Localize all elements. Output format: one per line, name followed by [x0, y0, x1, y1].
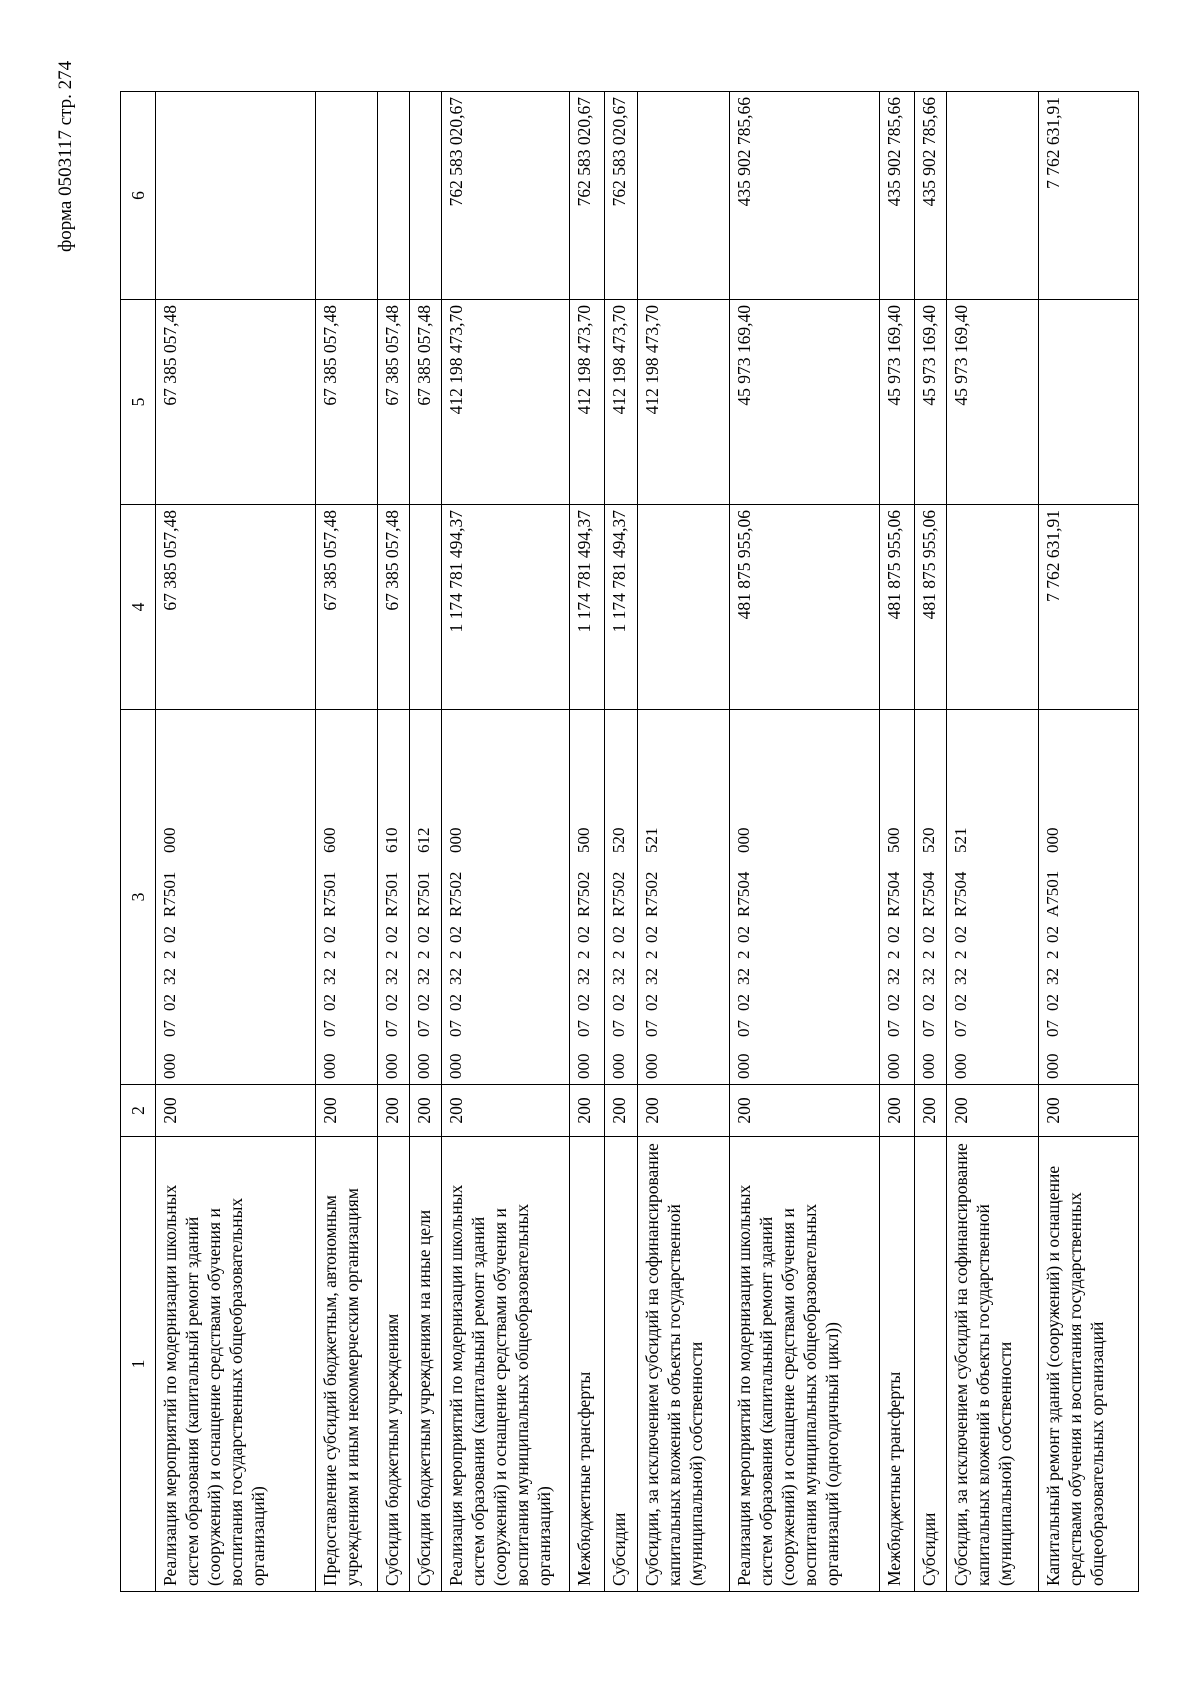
table-row	[880, 92, 915, 1592]
row-line-code: 200	[156, 1085, 316, 1137]
budget-code-segment: 520	[919, 827, 938, 853]
row-budget-code	[442, 710, 570, 1085]
column-number-row	[121, 92, 156, 1592]
budget-code-segment: 521	[951, 827, 970, 853]
row-name: Субсидии, за исключением субсидий на софинансирование капитальных вложений в объекты государственной (муниципальной) собственности	[638, 1137, 730, 1592]
row-approved-amount: 67 385 057,48	[156, 505, 316, 710]
row-approved-amount: 67 385 057,48	[316, 505, 378, 710]
row-budget-code	[378, 710, 410, 1085]
budget-code-segment: 000	[884, 1053, 903, 1079]
row-unexecuted-amount	[316, 92, 378, 300]
row-executed-amount: 67 385 057,48	[410, 300, 442, 505]
budget-code-segment: 02	[919, 926, 938, 943]
row-executed-amount: 412 198 473,70	[570, 300, 605, 505]
budget-code-segment: 32	[1043, 968, 1062, 985]
row-approved-amount	[410, 505, 442, 710]
row-executed-amount: 67 385 057,48	[156, 300, 316, 505]
row-line-code: 200	[947, 1085, 1039, 1137]
budget-code-segment: 000	[1043, 1053, 1062, 1079]
budget-code-segment: A7501	[1043, 870, 1062, 917]
budget-code-segment: 500	[574, 827, 593, 853]
row-name: Межбюджетные трансферты	[880, 1137, 915, 1592]
row-budget-code	[156, 710, 316, 1085]
budget-code-segment: 02	[919, 994, 938, 1011]
row-executed-amount: 45 973 169,40	[730, 300, 880, 505]
budget-code-segment: 000	[574, 1053, 593, 1079]
budget-code-segment: 000	[446, 1053, 465, 1079]
row-executed-amount: 412 198 473,70	[605, 300, 638, 505]
row-budget-code	[316, 710, 378, 1085]
budget-code-segment: 02	[642, 994, 661, 1011]
budget-code-segment: 32	[609, 968, 628, 985]
row-line-code: 200	[915, 1085, 947, 1137]
row-executed-amount: 45 973 169,40	[915, 300, 947, 505]
budget-code-segment: 02	[574, 994, 593, 1011]
budget-code-segment: 02	[951, 926, 970, 943]
budget-code-segment: 2	[642, 950, 661, 959]
budget-code-segment: 07	[609, 1020, 628, 1037]
table-row	[605, 92, 638, 1592]
rotated-page-content	[120, 92, 1107, 1592]
budget-code-segment: 2	[160, 950, 179, 959]
row-line-code: 200	[316, 1085, 378, 1137]
row-approved-amount: 481 875 955,06	[915, 505, 947, 710]
row-budget-code	[915, 710, 947, 1085]
budget-code-segment: 02	[414, 994, 433, 1011]
budget-code-segment: 07	[642, 1020, 661, 1037]
table-row	[316, 92, 378, 1592]
row-unexecuted-amount	[410, 92, 442, 300]
row-unexecuted-amount: 762 583 020,67	[442, 92, 570, 300]
budget-code-segment: 2	[414, 950, 433, 959]
budget-code-segment: 07	[734, 1020, 753, 1037]
row-approved-amount: 1 174 781 494,37	[442, 505, 570, 710]
budget-code-segment: 07	[414, 1020, 433, 1037]
row-name: Реализация мероприятий по модернизации школьных систем образования (капитальный ремонт зданий (сооружений) и оснащение средствами обучения и воспитания муниципальных общеобразовательных организаций)	[442, 1137, 570, 1592]
budget-code-segment: R7504	[734, 871, 753, 917]
row-executed-amount: 412 198 473,70	[442, 300, 570, 505]
row-line-code: 200	[1039, 1085, 1139, 1137]
row-unexecuted-amount	[378, 92, 410, 300]
budget-code-segment: 2	[1043, 950, 1062, 959]
row-approved-amount	[947, 505, 1039, 710]
row-budget-code	[410, 710, 442, 1085]
budget-code-segment: 32	[574, 968, 593, 985]
budget-code-segment: 07	[574, 1020, 593, 1037]
table-row	[947, 92, 1039, 1592]
budget-code-segment: 02	[609, 994, 628, 1011]
row-executed-amount: 412 198 473,70	[638, 300, 730, 505]
table-row	[915, 92, 947, 1592]
row-unexecuted-amount: 435 902 785,66	[730, 92, 880, 300]
row-line-code: 200	[880, 1085, 915, 1137]
budget-code-segment: 2	[382, 950, 401, 959]
budget-code-segment: 32	[446, 968, 465, 985]
budget-code-segment: 000	[1043, 827, 1062, 853]
row-executed-amount: 45 973 169,40	[880, 300, 915, 505]
budget-code-segment: R7502	[446, 871, 465, 917]
row-approved-amount: 481 875 955,06	[730, 505, 880, 710]
row-executed-amount	[1039, 300, 1139, 505]
budget-code-segment: 02	[446, 926, 465, 943]
budget-code-segment: 500	[884, 827, 903, 853]
row-name: Субсидии	[605, 1137, 638, 1592]
row-line-code: 200	[378, 1085, 410, 1137]
row-line-code: 200	[605, 1085, 638, 1137]
row-unexecuted-amount: 435 902 785,66	[915, 92, 947, 300]
row-name: Капитальный ремонт зданий (сооружений) и оснащение средствами обучения и воспитания государственных общеобразовательных организаций	[1039, 1137, 1139, 1592]
row-line-code: 200	[730, 1085, 880, 1137]
budget-code-segment: 02	[951, 994, 970, 1011]
row-approved-amount: 67 385 057,48	[378, 505, 410, 710]
row-name: Межбюджетные трансферты	[570, 1137, 605, 1592]
budget-code-segment: 32	[414, 968, 433, 985]
table-row	[156, 92, 316, 1592]
column-header-1: 1	[121, 1137, 156, 1592]
row-name: Реализация мероприятий по модернизации школьных систем образования (капитальный ремонт зданий (сооружений) и оснащение средствами обучения и воспитания муниципальных общеобразовательных организаций (одногодичный цикл))	[730, 1137, 880, 1592]
budget-code-segment: 02	[734, 926, 753, 943]
row-name: Субсидии бюджетным учреждениям на иные цели	[410, 1137, 442, 1592]
row-unexecuted-amount	[638, 92, 730, 300]
budget-code-segment: 612	[414, 827, 433, 853]
row-name: Субсидии бюджетным учреждениям	[378, 1137, 410, 1592]
budget-code-segment: 07	[951, 1020, 970, 1037]
row-unexecuted-amount: 762 583 020,67	[605, 92, 638, 300]
budget-code-segment: 02	[884, 994, 903, 1011]
budget-code-segment: 32	[320, 968, 339, 985]
row-approved-amount: 1 174 781 494,37	[570, 505, 605, 710]
budget-code-segment: 02	[446, 994, 465, 1011]
budget-code-segment: 02	[320, 994, 339, 1011]
budget-code-segment: 000	[446, 827, 465, 853]
budget-code-segment: 32	[642, 968, 661, 985]
budget-code-segment: 000	[951, 1053, 970, 1079]
row-line-code: 200	[570, 1085, 605, 1137]
budget-code-segment: R7504	[951, 871, 970, 917]
column-header-5: 5	[121, 300, 156, 505]
table-row	[638, 92, 730, 1592]
budget-code-segment: 2	[320, 950, 339, 959]
budget-code-segment: 610	[382, 827, 401, 853]
budget-code-segment: R7501	[160, 871, 179, 917]
row-line-code: 200	[442, 1085, 570, 1137]
form-label: форма 0503117 стр. 274	[55, 60, 76, 252]
column-header-2: 2	[121, 1085, 156, 1137]
row-unexecuted-amount: 435 902 785,66	[880, 92, 915, 300]
row-name: Субсидии, за исключением субсидий на софинансирование капитальных вложений в объекты государственной (муниципальной) собственности	[947, 1137, 1039, 1592]
budget-code-segment: 07	[1043, 1020, 1062, 1037]
row-approved-amount: 7 762 631,91	[1039, 505, 1139, 710]
budget-code-segment: 2	[919, 950, 938, 959]
budget-code-segment: 32	[382, 968, 401, 985]
row-approved-amount	[638, 505, 730, 710]
budget-code-segment: 000	[160, 827, 179, 853]
row-budget-code	[570, 710, 605, 1085]
budget-code-segment: 02	[1043, 994, 1062, 1011]
table-row	[1039, 92, 1139, 1592]
budget-code-segment: 000	[642, 1053, 661, 1079]
row-name: Реализация мероприятий по модернизации школьных систем образования (капитальный ремонт зданий (сооружений) и оснащение средствами обучения и воспитания государственных общеобразовательных организаций)	[156, 1137, 316, 1592]
budget-code-segment: 02	[884, 926, 903, 943]
budget-code-segment: 02	[414, 926, 433, 943]
budget-code-segment: 000	[734, 1053, 753, 1079]
row-approved-amount: 481 875 955,06	[880, 505, 915, 710]
budget-code-segment: 000	[160, 1053, 179, 1079]
budget-code-segment: 02	[574, 926, 593, 943]
budget-code-segment: 32	[734, 968, 753, 985]
row-budget-code	[730, 710, 880, 1085]
row-executed-amount: 45 973 169,40	[947, 300, 1039, 505]
budget-code-segment: 000	[414, 1053, 433, 1079]
budget-code-segment: 600	[320, 827, 339, 853]
row-unexecuted-amount	[947, 92, 1039, 300]
budget-code-segment: 07	[382, 1020, 401, 1037]
budget-code-segment: 07	[446, 1020, 465, 1037]
budget-code-segment: 32	[884, 968, 903, 985]
budget-code-segment: 07	[160, 1020, 179, 1037]
budget-code-segment: 02	[160, 926, 179, 943]
budget-code-segment: 2	[884, 950, 903, 959]
budget-code-segment: 2	[446, 950, 465, 959]
budget-code-segment: 000	[382, 1053, 401, 1079]
row-unexecuted-amount: 762 583 020,67	[570, 92, 605, 300]
budget-code-segment: 000	[609, 1053, 628, 1079]
column-header-6: 6	[121, 92, 156, 300]
budget-code-segment: 02	[320, 926, 339, 943]
table-row	[730, 92, 880, 1592]
budget-code-segment: R7501	[414, 871, 433, 917]
budget-code-segment: R7502	[609, 871, 628, 917]
budget-code-segment: 520	[609, 827, 628, 853]
row-approved-amount: 1 174 781 494,37	[605, 505, 638, 710]
row-budget-code	[605, 710, 638, 1085]
budget-execution-table	[120, 91, 1139, 1592]
row-line-code: 200	[410, 1085, 442, 1137]
budget-code-segment: 32	[951, 968, 970, 985]
budget-code-segment: 02	[382, 926, 401, 943]
budget-code-segment: 000	[919, 1053, 938, 1079]
budget-code-segment: 02	[642, 926, 661, 943]
column-header-3: 3	[121, 710, 156, 1085]
budget-code-segment: 000	[320, 1053, 339, 1079]
row-name: Субсидии	[915, 1137, 947, 1592]
column-header-4: 4	[121, 505, 156, 710]
budget-code-segment: 2	[609, 950, 628, 959]
budget-code-segment: 02	[160, 994, 179, 1011]
budget-code-segment: 02	[1043, 926, 1062, 943]
budget-code-segment: 2	[951, 950, 970, 959]
budget-code-segment: 07	[320, 1020, 339, 1037]
row-executed-amount: 67 385 057,48	[316, 300, 378, 505]
table-row	[442, 92, 570, 1592]
budget-code-segment: R7502	[642, 871, 661, 917]
row-budget-code	[880, 710, 915, 1085]
row-executed-amount: 67 385 057,48	[378, 300, 410, 505]
budget-code-segment: R7501	[382, 871, 401, 917]
budget-code-segment: 02	[609, 926, 628, 943]
row-unexecuted-amount	[156, 92, 316, 300]
budget-code-segment: 32	[919, 968, 938, 985]
row-unexecuted-amount: 7 762 631,91	[1039, 92, 1139, 300]
budget-code-segment: 02	[734, 994, 753, 1011]
budget-code-segment: R7502	[574, 871, 593, 917]
budget-code-segment: R7504	[884, 871, 903, 917]
budget-code-segment: R7504	[919, 871, 938, 917]
budget-code-segment: 07	[919, 1020, 938, 1037]
budget-code-segment: 02	[382, 994, 401, 1011]
table-row	[570, 92, 605, 1592]
budget-code-segment: 521	[642, 827, 661, 853]
row-budget-code	[947, 710, 1039, 1085]
budget-code-segment: 000	[734, 827, 753, 853]
row-name: Предоставление субсидий бюджетным, автономным учреждениям и иным некоммерческим организациям	[316, 1137, 378, 1592]
budget-code-segment: 2	[734, 950, 753, 959]
table-row	[378, 92, 410, 1592]
budget-code-segment: 32	[160, 968, 179, 985]
budget-code-segment: 07	[884, 1020, 903, 1037]
budget-code-segment: R7501	[320, 871, 339, 917]
row-budget-code	[638, 710, 730, 1085]
row-budget-code	[1039, 710, 1139, 1085]
row-line-code: 200	[638, 1085, 730, 1137]
table-row	[410, 92, 442, 1592]
budget-code-segment: 2	[574, 950, 593, 959]
